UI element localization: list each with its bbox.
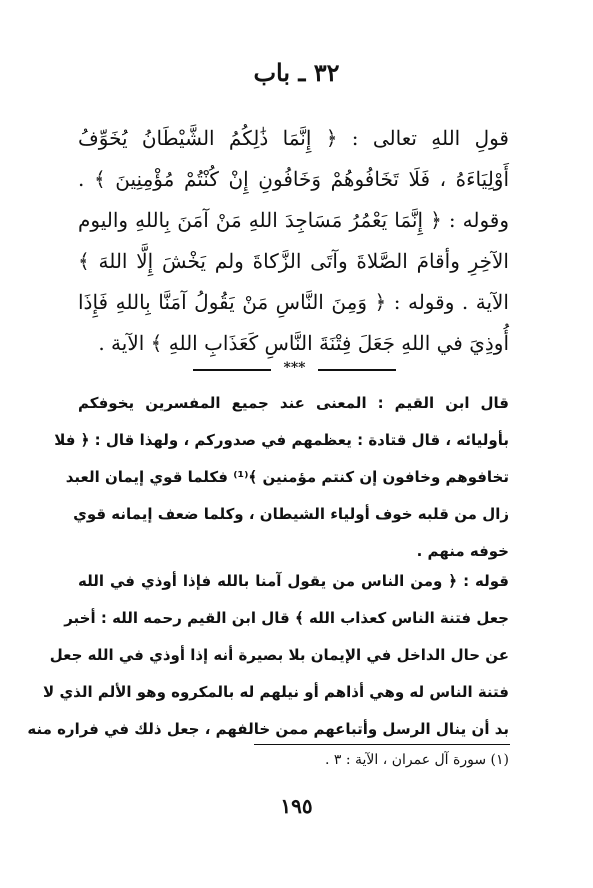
quran-verses-block xyxy=(78,118,509,364)
footnote-divider xyxy=(254,744,510,745)
text-line: جعل فتنة الناس كعذاب الله ﴾ قال ابن القيم رحمه الله : أخبر xyxy=(64,609,509,627)
text-line: قوله : ﴿ ومن الناس من يقول آمنا بالله فإذا أوذي في الله xyxy=(78,572,509,590)
commentary-paragraph-2 xyxy=(27,563,509,748)
text-line: فتنة الناس له وهي أذاهم أو نيلهم له بالمكروه وهو الألم الذي لا xyxy=(43,683,509,701)
footnote: (١) سورة آل عمران ، الآية : ٣ . xyxy=(324,752,509,768)
text-line: أُوذِيَ في اللهِ جَعَلَ فِتْنَةَ النَّاسِ كَعَذَابِ اللهِ ﴾ الآية . xyxy=(98,331,509,355)
page-number: ١٩٥ xyxy=(280,794,313,818)
text-line: خوفه منهم . xyxy=(416,542,509,560)
text-line: الآخِرِ وأقامَ الصَّلاةَ وآتَى الزَّكاةَ ولم يَخْشَ إِلَّا اللهَ ﴾ xyxy=(78,249,509,273)
text-line: أَوْلِيَاءَهُ ، فَلَا تَخَافُوهُمْ وَخَافُونِ إِنْ كُنْتُمْ مُؤْمِنِينَ ﴾ . xyxy=(78,167,509,191)
text-line: قال ابن القيم : المعنى عند جميع المفسرين يخوفكم xyxy=(78,394,509,412)
text-line: تخافوهم وخافون إن كنتم مؤمنين ﴾⁽¹⁾ فكلما قوي إيمان العبد xyxy=(65,468,509,486)
text-line: بد أن ينال الرسل وأتباعهم ممن خالفهم ، جعل ذلك في فراره منه xyxy=(27,720,509,738)
text-line: قولِ اللهِ تعالى : ﴿ إِنَّمَا ذَٰلِكُمُ الشَّيْطَانُ يُخَوِّفُ xyxy=(78,126,509,150)
commentary-paragraph-1 xyxy=(54,385,509,570)
text-line: الآية . وقوله : ﴿ وَمِنَ النَّاسِ مَنْ يَقُولُ آمَنَّا بِاللهِ فَإِذَا xyxy=(78,290,509,314)
separator-rule-right xyxy=(318,369,396,371)
text-line: عن حال الداخل في الإيمان بلا بصيرة أنه إذا أوذي في الله جعل xyxy=(49,646,509,664)
text-line: بأوليائه ، قال قتادة : يعظمهم في صدوركم ، ولهذا قال : ﴿ فلا xyxy=(54,431,509,449)
text-line: وقوله : ﴿ إِنَّمَا يَعْمُرُ مَسَاجِدَ اللهِ مَنْ آمَنَ بِاللهِ واليوم xyxy=(78,208,509,232)
section-separator xyxy=(0,362,593,378)
text-line: زال من قلبه خوف أولياء الشيطان ، وكلما ضعف إيمانه قوي xyxy=(73,505,509,523)
separator-rule-left xyxy=(193,369,271,371)
chapter-title: ٣٢ ـ باب xyxy=(253,58,340,87)
separator-stars: *** xyxy=(283,360,306,376)
